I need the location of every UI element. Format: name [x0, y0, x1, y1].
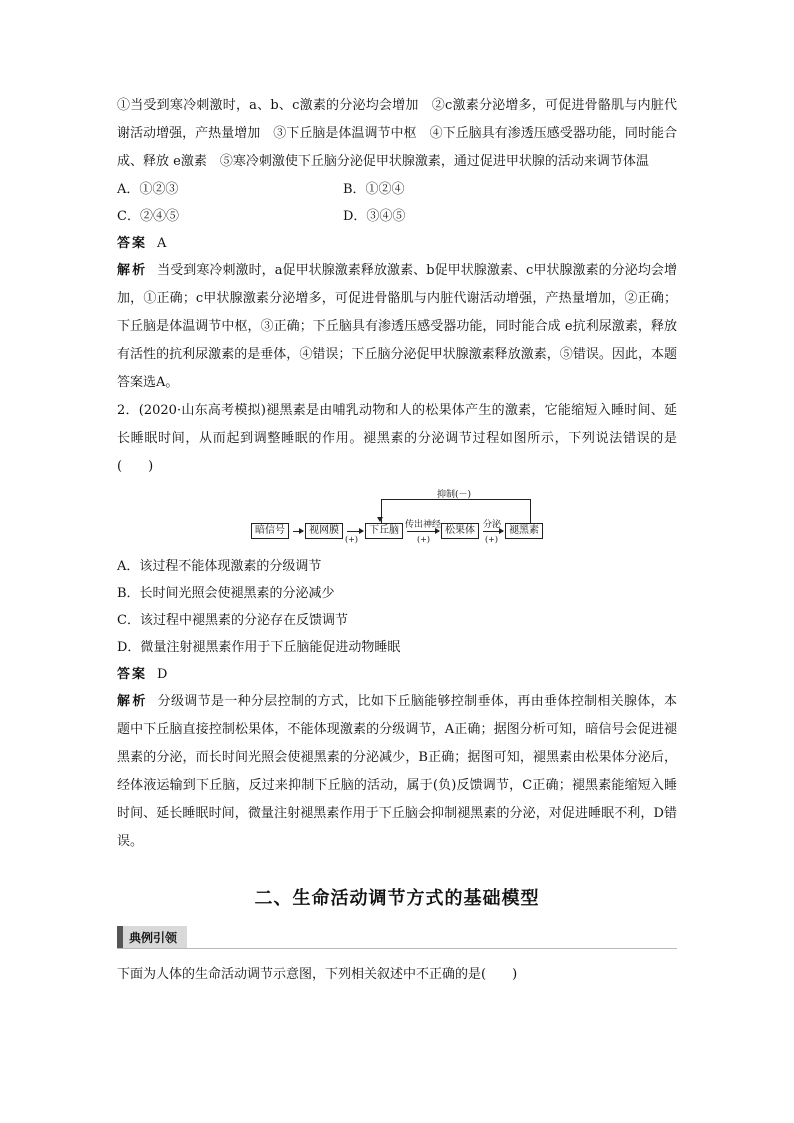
node-dark-signal: 暗信号 [251, 523, 289, 539]
q1-stem: ①当受到寒冷刺激时，a、b、c激素的分泌均会增加 ②c激素分泌增多，可促进骨骼肌与内脏代谢活动增强，产热量增加 ③下丘脑是体温调节中枢 ④下丘脑具有渗透压感受器功能，同时能合成、释放 e激素 ⑤寒冷刺激使下丘脑分泌促甲状腺激素，通过促进甲状腺的活动来调节体温 [117, 98, 677, 169]
q2-option-b-row [117, 580, 677, 607]
edge-label-4: 分泌 [483, 520, 502, 530]
q2-answer-label: 答案 [117, 667, 148, 682]
example-tag: 典例引领 [117, 926, 187, 948]
q2-analysis-text: 分级调节是一种分层控制的方式，比如下丘脑能够控制垂体，再由垂体控制相关腺体，本题中下丘脑直接控制松果体，不能体现激素的分级调节，A正确；据图分析可知，暗信号会促进褪黑素的分泌，而长时间光照会使褪黑素的分泌减少，B正确；据图可知，褪黑素由松果体分泌后，经体液运输到下丘脑，反过来抑制下丘脑的活动，属于(负)反馈调节，C正确；褪黑素能缩短入睡时间、延长睡眠时间，微量注射褪黑素作用于下丘脑会抑制褪黑素的分泌，对促进睡眠不利，D错误。 [117, 694, 677, 849]
arrow-2 [347, 531, 363, 532]
q2-option-a-row [117, 553, 677, 580]
q1-answer [117, 230, 677, 257]
q2-option-d[interactable]: D．微量注射褪黑素作用于下丘脑能促进动物睡眠 [117, 640, 401, 655]
melatonin-regulation-diagram [117, 487, 677, 543]
q2-option-c[interactable]: C．该过程中褪黑素的分泌存在反馈调节 [117, 613, 348, 628]
feedback-label: 抑制(－) [437, 490, 472, 500]
q2-option-d-row [117, 634, 677, 661]
edge-label-2: 传出神经 [405, 520, 442, 530]
section-intro: 下面为人体的生命活动调节示意图，下列相关叙述中不正确的是( ) [117, 967, 518, 982]
arrow-4 [483, 531, 503, 532]
document-page [117, 92, 677, 989]
edge-label-5: (+) [485, 535, 498, 544]
q1-analysis-text: 当受到寒冷刺激时，a促甲状腺激素释放激素、b促甲状腺激素、c甲状腺激素的分泌均会增加，①正确；c甲状腺激素分泌增多，可促进骨骼肌与内脏代谢活动增强，产热量增加，②正确；下丘脑是体温调节中枢，③正确；下丘脑具有渗透压感受器功能，同时能合成 e抗利尿激素，释放有活性的抗利尿激素的是垂体，④错误；下丘脑分泌促甲状腺激素释放激素，⑤错误。因此，本题答案选A。 [117, 263, 677, 390]
q2-analysis-label: 解析 [117, 694, 148, 709]
q2-option-b[interactable]: B．长时间光照会使褪黑素的分泌减少 [117, 586, 335, 601]
q1-option-a[interactable]: A．①②③ [117, 182, 179, 197]
q2-option-a[interactable]: A．该过程不能体现激素的分级调节 [117, 559, 322, 574]
section-title: 二、生命活动调节方式的基础模型 [254, 888, 540, 909]
q1-options-row-2 [117, 203, 677, 230]
edge-label-1: (+) [345, 535, 358, 544]
feedback-arrowhead [377, 517, 383, 522]
q1-option-b[interactable]: B．①②④ [343, 182, 405, 197]
q2-analysis [117, 688, 677, 856]
node-hypothalamus: 下丘脑 [365, 523, 403, 539]
q1-answer-label: 答案 [117, 236, 148, 251]
example-tag-bar [117, 926, 677, 949]
node-retina: 视网膜 [305, 523, 343, 539]
node-melatonin: 褪黑素 [505, 523, 543, 539]
q1-analysis-label: 解析 [117, 263, 148, 278]
arrow-1 [293, 531, 303, 532]
q1-analysis [117, 257, 677, 397]
q1-option-c[interactable]: C．②④⑤ [117, 209, 179, 224]
q2-answer [117, 661, 677, 688]
q2-stem: 2．(2020·山东高考模拟)褪黑素是由哺乳动物和人的松果体产生的激素，它能缩短入睡时间、延长睡眠时间，从而起到调整睡眠的作用。褪黑素的分泌调节过程如图所示，下列说法错误的是( ) [117, 403, 677, 474]
q1-answer-value: A [157, 236, 167, 251]
node-pineal-gland: 松果体 [441, 523, 479, 539]
feedback-loop [381, 499, 531, 526]
q2-option-c-row [117, 607, 677, 634]
q1-option-d[interactable]: D．③④⑤ [343, 209, 406, 224]
edge-label-3: (+) [417, 535, 430, 544]
q2-answer-value: D [157, 667, 168, 682]
q1-options-row-1 [117, 176, 677, 203]
arrow-3 [407, 531, 439, 532]
